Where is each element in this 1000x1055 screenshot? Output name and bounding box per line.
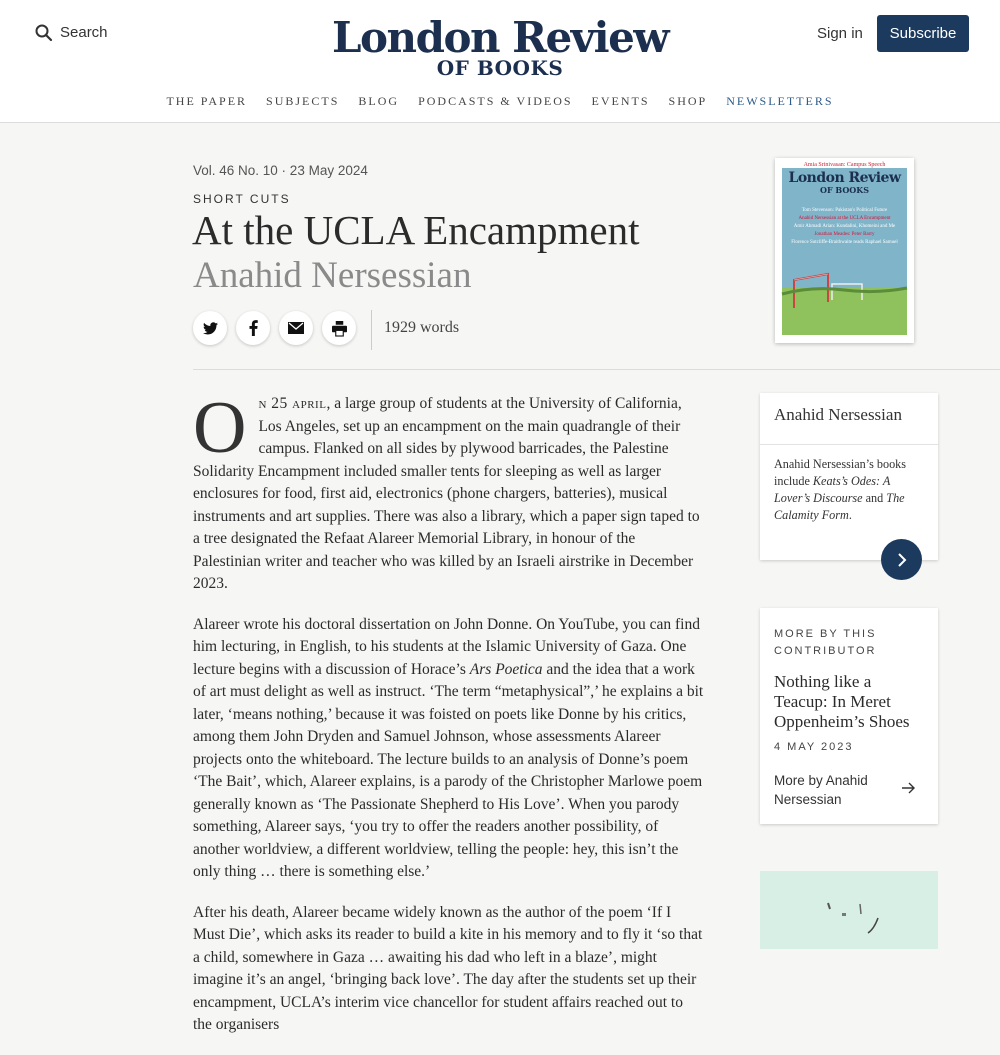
chevron-right-icon [897, 552, 907, 568]
paragraph-1 [193, 387, 705, 596]
issue-cover[interactable] [775, 158, 914, 343]
nav-item-blog[interactable]: BLOG [358, 94, 400, 108]
paragraph-2-text-b: and the idea that a work of art must delight as well as instruct. ‘The term “metaphysical”,’ he explains a bit later, ‘means nothing,’ because it was foisted on poets like Donne by his critics, among them John Dryden and Samuel Johnson, whose assessments Alareer projects onto the whiteboard. The lecture builds to an analysis of Donne’s poem ‘The Bait’, which, Alareer explains, is a parody of the Christopher Marlowe poem generally known as ‘The Passionate Shepherd to His Love’. When you parody something, Alareer says, ‘you try to offer the readers another possibility, of another worldview, a different worldview, telling the people: hey, this isn’t the only thing … there is something else.’ [193, 660, 704, 880]
facebook-icon [249, 320, 258, 336]
cover-line: Florence Sutcliffe-Braithwaite reads Raphael Samuel [791, 240, 898, 245]
author-card-divider [760, 444, 938, 445]
article-author[interactable]: Anahid Nersessian [193, 255, 472, 296]
subscribe-button[interactable]: Subscribe [877, 15, 969, 52]
cover-goalposts-illustration [782, 258, 907, 335]
cover-line: Tom Stevenson: Pakistan's Political Future [801, 208, 888, 213]
nav-item-podcasts-videos[interactable]: PODCASTS & VIDEOS [418, 94, 573, 108]
ad-illustration [760, 871, 938, 949]
cover-top-line: Amia Srinivasan: Campus Speech [803, 162, 886, 168]
more-by-contributor-card [760, 608, 938, 824]
paragraph-2 [193, 614, 705, 884]
site-header [0, 0, 1000, 123]
more-heading: MORE BY THIS CONTRIBUTOR [774, 628, 877, 657]
cover-line: Anahid Nersessian at the UCLA Encampment [798, 216, 891, 221]
nav-item-newsletters[interactable]: NEWSLETTERS [726, 94, 834, 108]
main-nav [0, 94, 1000, 109]
section-label: SHORT CUTS [193, 192, 291, 206]
nav-item-subjects[interactable]: SUBJECTS [266, 94, 340, 108]
lead-in: n 25 april [258, 395, 327, 412]
print-button[interactable] [322, 311, 356, 345]
print-icon [332, 321, 347, 336]
more-by-author-link[interactable]: More by Anahid Nersessian [774, 773, 868, 807]
content-divider [193, 369, 1000, 370]
advertisement[interactable] [760, 871, 938, 949]
cover-logo-line1: London Review [788, 170, 901, 186]
twitter-icon [203, 322, 218, 335]
cover-line: Jonathan Meades: Peter Barry [814, 232, 875, 237]
site-logo[interactable] [0, 14, 1000, 78]
word-count: 1929 words [384, 319, 460, 336]
cover-line: Amir Ahmadi Arian: Kundalini, Khomeini and Me [793, 224, 896, 229]
paragraph-3: After his death, Alareer became widely known as the author of the poem ‘If I Must Die’, which asks its reader to build a kite in his memory and to fly it ‘so that a child, somewhere in Gaza … awaiting his dad who left in a blaze’, might imagine it’s an angel, ‘bringing back love’. The day after the students set up their encampment, UCLA’s interim vice chancellor for student affairs reached out to the organisers [193, 903, 703, 1033]
logo-line2: OF BOOKS [436, 56, 564, 80]
nav-item-events[interactable]: EVENTS [591, 94, 650, 108]
author-card-next-button[interactable] [881, 539, 922, 580]
search-label: Search [60, 24, 108, 41]
email-icon [288, 322, 304, 334]
author-card-name: Anahid Nersessian [774, 405, 902, 424]
nav-item-shop[interactable]: SHOP [668, 94, 708, 108]
share-divider [371, 310, 372, 350]
nav-item-the-paper[interactable]: THE PAPER [166, 94, 248, 108]
drop-cap: O [193, 387, 247, 469]
article-title: At the UCLA Encampment [192, 207, 640, 253]
bio-text: . [848, 508, 852, 522]
author-card-bio [774, 456, 922, 524]
share-facebook-button[interactable] [236, 311, 270, 345]
author-card [760, 393, 938, 560]
sign-in-link[interactable]: Sign in [817, 25, 863, 42]
arrow-right-icon[interactable] [901, 782, 915, 794]
book-title: The Calamity Form [774, 491, 905, 522]
paragraph-1-text: , a large group of students at the University of California, Los Angeles, set up an encampment on the main quadrangle of their campus. Flanked on all sides by plywood barricades, the Palestine Solidarity Encampment included smaller tents for sleeping as well as larger enclosures for food, first aid, electronics (phone chargers, batteries), musical instruments and art supplies. There was also a library, which a paper sign taped to a tree designated the Refaat Alareer Memorial Library, in honour of the Palestinian writer and teacher who was killed by an Israeli airstrike in December 2023. [193, 395, 700, 592]
article-body [193, 387, 705, 1055]
ars-poetica-title: Ars Poetica [469, 660, 543, 678]
cover-logo-line2: OF BOOKS [819, 185, 869, 195]
more-article-title[interactable]: Nothing like a Teacup: In Meret Oppenheim’s Shoes [774, 672, 910, 731]
logo-line1: London Review [332, 13, 668, 62]
paragraph-2-text-a: Alareer wrote his doctoral dissertation on John Donne. On YouTube, you can find him lecturing, in English, to his students at the Islamic University of Gaza. One lecture begins with a discussion of Horace’s [193, 615, 700, 678]
more-article-date: 4 MAY 2023 [774, 741, 854, 753]
bio-text: Anahid Nersessian’s books include [774, 457, 907, 488]
share-twitter-button[interactable] [193, 311, 227, 345]
cover-art [782, 162, 907, 335]
issue-meta: Vol. 46 No. 10 · 23 May 2024 [193, 163, 368, 178]
share-email-button[interactable] [279, 311, 313, 345]
bio-text: and [862, 491, 887, 505]
book-title: Keats’s Odes: A Lover’s Discourse [774, 474, 891, 505]
